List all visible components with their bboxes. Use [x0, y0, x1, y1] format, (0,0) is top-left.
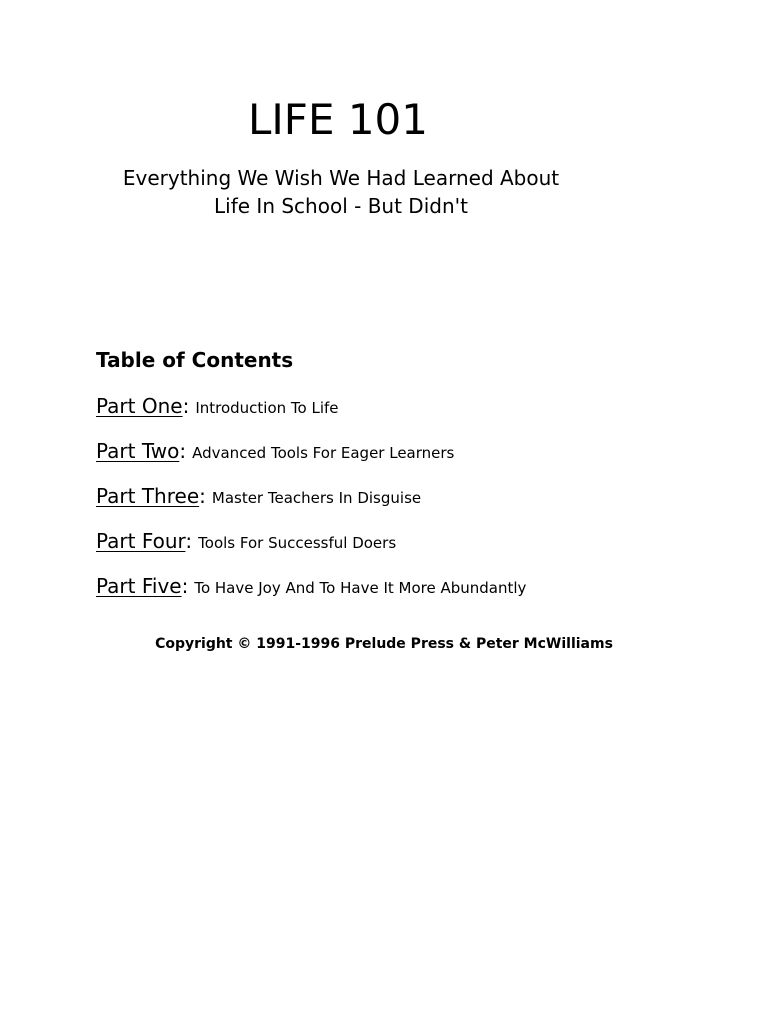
toc-item-part-three: [96, 482, 526, 527]
toc-item-part-five: [96, 572, 526, 617]
toc-desc-part-one: Introduction To Life: [195, 399, 339, 417]
toc-colon: :: [185, 529, 193, 553]
toc-link-part-two[interactable]: Part Two: [96, 439, 180, 463]
toc-item-part-two: [96, 437, 526, 482]
toc-link-part-one[interactable]: Part One: [96, 394, 183, 418]
subtitle-line-2: Life In School - But Didn't: [214, 194, 468, 218]
toc-link-part-four[interactable]: Part Four: [96, 529, 186, 553]
toc-desc-part-five: To Have Joy And To Have It More Abundantly: [194, 579, 527, 597]
toc-item-part-one: [96, 392, 526, 437]
subtitle-line-1: Everything We Wish We Had Learned About: [122, 166, 560, 190]
toc-heading: Table of Contents: [96, 348, 294, 372]
toc-item-part-four: [96, 527, 526, 572]
toc-desc-part-four: Tools For Successful Doers: [198, 534, 397, 552]
toc-desc-part-three: Master Teachers In Disguise: [211, 489, 422, 507]
toc-desc-part-two: Advanced Tools For Eager Learners: [192, 444, 455, 462]
book-subtitle: [0, 164, 682, 220]
toc-list: [96, 392, 526, 617]
toc-colon: :: [199, 484, 206, 508]
toc-link-part-five[interactable]: Part Five: [96, 574, 182, 598]
toc-colon: :: [179, 439, 187, 463]
copyright-notice: Copyright © 1991-1996 Prelude Press & Peter McWilliams: [155, 636, 613, 652]
toc-colon: :: [182, 394, 190, 418]
toc-colon: :: [181, 574, 189, 598]
book-title: LIFE 101: [248, 95, 428, 144]
toc-link-part-three[interactable]: Part Three: [96, 484, 200, 508]
